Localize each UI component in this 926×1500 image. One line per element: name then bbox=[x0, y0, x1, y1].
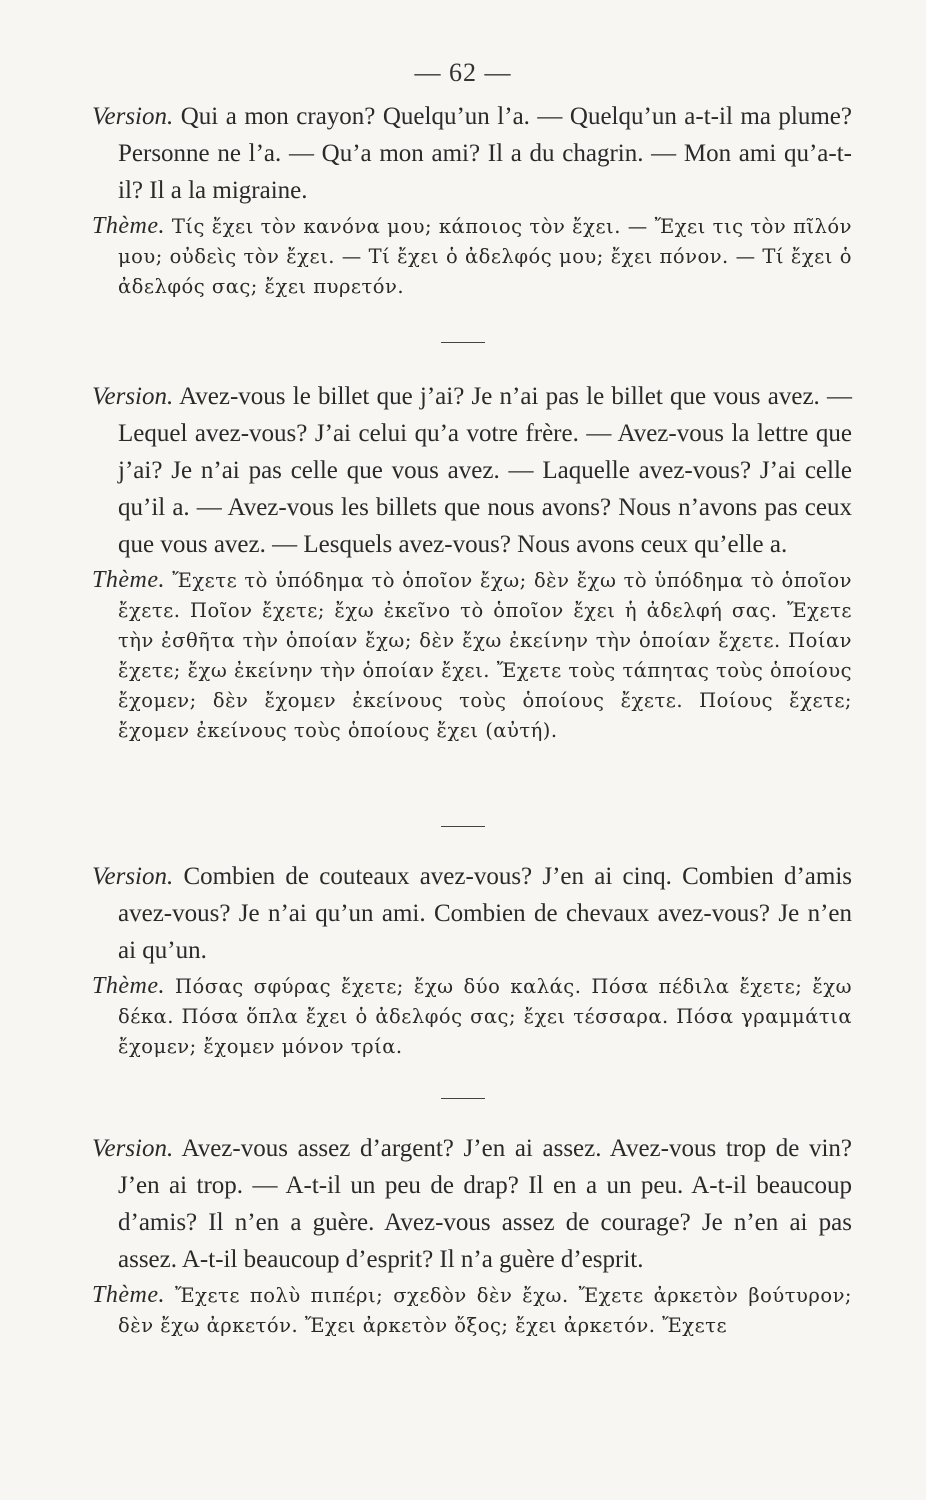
page-number: — 62 — bbox=[414, 58, 512, 87]
theme-text: Πόσας σφύρας ἔχετε; ἔχω δύο καλάς. Πόσα πέδιλα ἔχετε; ἔχω δέκα. Πόσα ὅπλα ἔχει ὁ ἀδελφός σας; ἔχει τέσσαρα. Πόσα γραμμάτια ἔχομεν; ἔχομεν μόνον τρία. bbox=[118, 975, 853, 1058]
version-text: Qui a mon crayon? Quelqu’un l’a. — Quelqu’un a-t-il ma plume? Personne ne l’a. — Qu’a mon ami? Il a du chagrin. — Mon ami qu’a-t-il? Il a la migraine. bbox=[118, 103, 853, 204]
version-paragraph bbox=[92, 1130, 852, 1278]
version-paragraph bbox=[92, 98, 852, 209]
version-label: Version. bbox=[92, 103, 174, 130]
theme-paragraph bbox=[92, 565, 852, 746]
theme-paragraph bbox=[92, 211, 852, 302]
exercise-section-1 bbox=[92, 98, 852, 302]
section-divider bbox=[441, 1098, 485, 1099]
version-text: Avez-vous assez d’argent? J’en ai assez. Avez-vous trop de vin? J’en ai trop. — A-t-il un peu de drap? Il en a un peu. A-t-il beaucoup d’amis? Il n’en a guère. Avez-vous assez de courage? Je n’en ai pas assez. A-t-il beaucoup d’esprit? Il n’a guère d’esprit. bbox=[118, 1135, 852, 1273]
theme-text: Τίς ἔχει τὸν κανόνα μου; κάποιος τὸν ἔχει. — Ἔχει τις τὸν πῖλόν μου; οὐδεὶς τὸν ἔχει. — Τί ἔχει ὁ ἀδελφός μου; ἔχει πόνον. — Τί ἔχει ὁ ἀδελφός σας; ἔχει πυρετόν. bbox=[118, 215, 852, 298]
version-paragraph bbox=[92, 858, 852, 969]
version-label: Version. bbox=[92, 1135, 174, 1162]
theme-label: Thème. bbox=[92, 213, 165, 239]
exercise-section-2 bbox=[92, 378, 852, 746]
section-divider bbox=[441, 342, 485, 343]
theme-text: Ἔχετε τὸ ὑπόδημα τὸ ὁποῖον ἔχω; δὲν ἔχω τὸ ὑπόδημα τὸ ὁποῖον ἔχετε. Ποῖον ἔχετε; ἔχω ἐκεῖνο τὸ ὁποῖον ἔχει ἡ ἀδελφή σας. Ἔχετε τὴν ἐσθῆτα τὴν ὁποίαν ἔχω; δὲν ἔχω ἐκείνην τὴν ὁποίαν ἔχετε. Ποίαν ἔχετε; ἔχω ἐκείνην τὴν ὁποίαν ἔχει. Ἔχετε τοὺς τάπητας τοὺς ὁποίους ἔχομεν; δὲν ἔχομεν ἐκείνους τοὺς ὁποίους ἔχετε. Ποίους ἔχετε; ἔχομεν ἐκείνους τοὺς ὁποίους ἔχει (αὐτή). bbox=[118, 569, 852, 742]
version-text: Avez-vous le billet que j’ai? Je n’ai pas le billet que vous avez. — Lequel avez-vous? J’ai celui qu’a votre frère. — Avez-vous la lettre que j’ai? Je n’ai pas celle que vous avez. — Laquelle avez-vous? J’ai celle qu’il a. — Avez-vous les billets que nous avons? Nous n’avons pas ceux que vous avez. — Lesquels avez-vous? Nous avons ceux qu’elle a. bbox=[118, 383, 852, 558]
theme-label: Thème. bbox=[92, 1282, 165, 1308]
theme-text: Ἔχετε πολὺ πιπέρι; σχεδὸν δὲν ἔχω. Ἔχετε ἀρκετὸν βούτυρον; δὲν ἔχω ἀρκετόν. Ἔχει ἀρκετὸν ὄξος; ἔχει ἀρκετόν. Ἔχετε bbox=[118, 1284, 852, 1337]
theme-label: Thème. bbox=[92, 567, 165, 593]
version-label: Version. bbox=[92, 383, 174, 410]
section-divider bbox=[441, 826, 485, 827]
version-paragraph bbox=[92, 378, 852, 563]
theme-paragraph bbox=[92, 971, 852, 1062]
exercise-section-4 bbox=[92, 1130, 852, 1341]
theme-label: Thème. bbox=[92, 973, 165, 999]
theme-paragraph bbox=[92, 1280, 852, 1341]
version-label: Version. bbox=[92, 863, 174, 890]
version-text: Combien de couteaux avez-vous? J’en ai cinq. Combien d’amis avez-vous? Je n’ai qu’un ami. Combien de chevaux avez-vous? Je n’en ai qu’un. bbox=[118, 863, 853, 964]
exercise-section-3 bbox=[92, 858, 852, 1062]
